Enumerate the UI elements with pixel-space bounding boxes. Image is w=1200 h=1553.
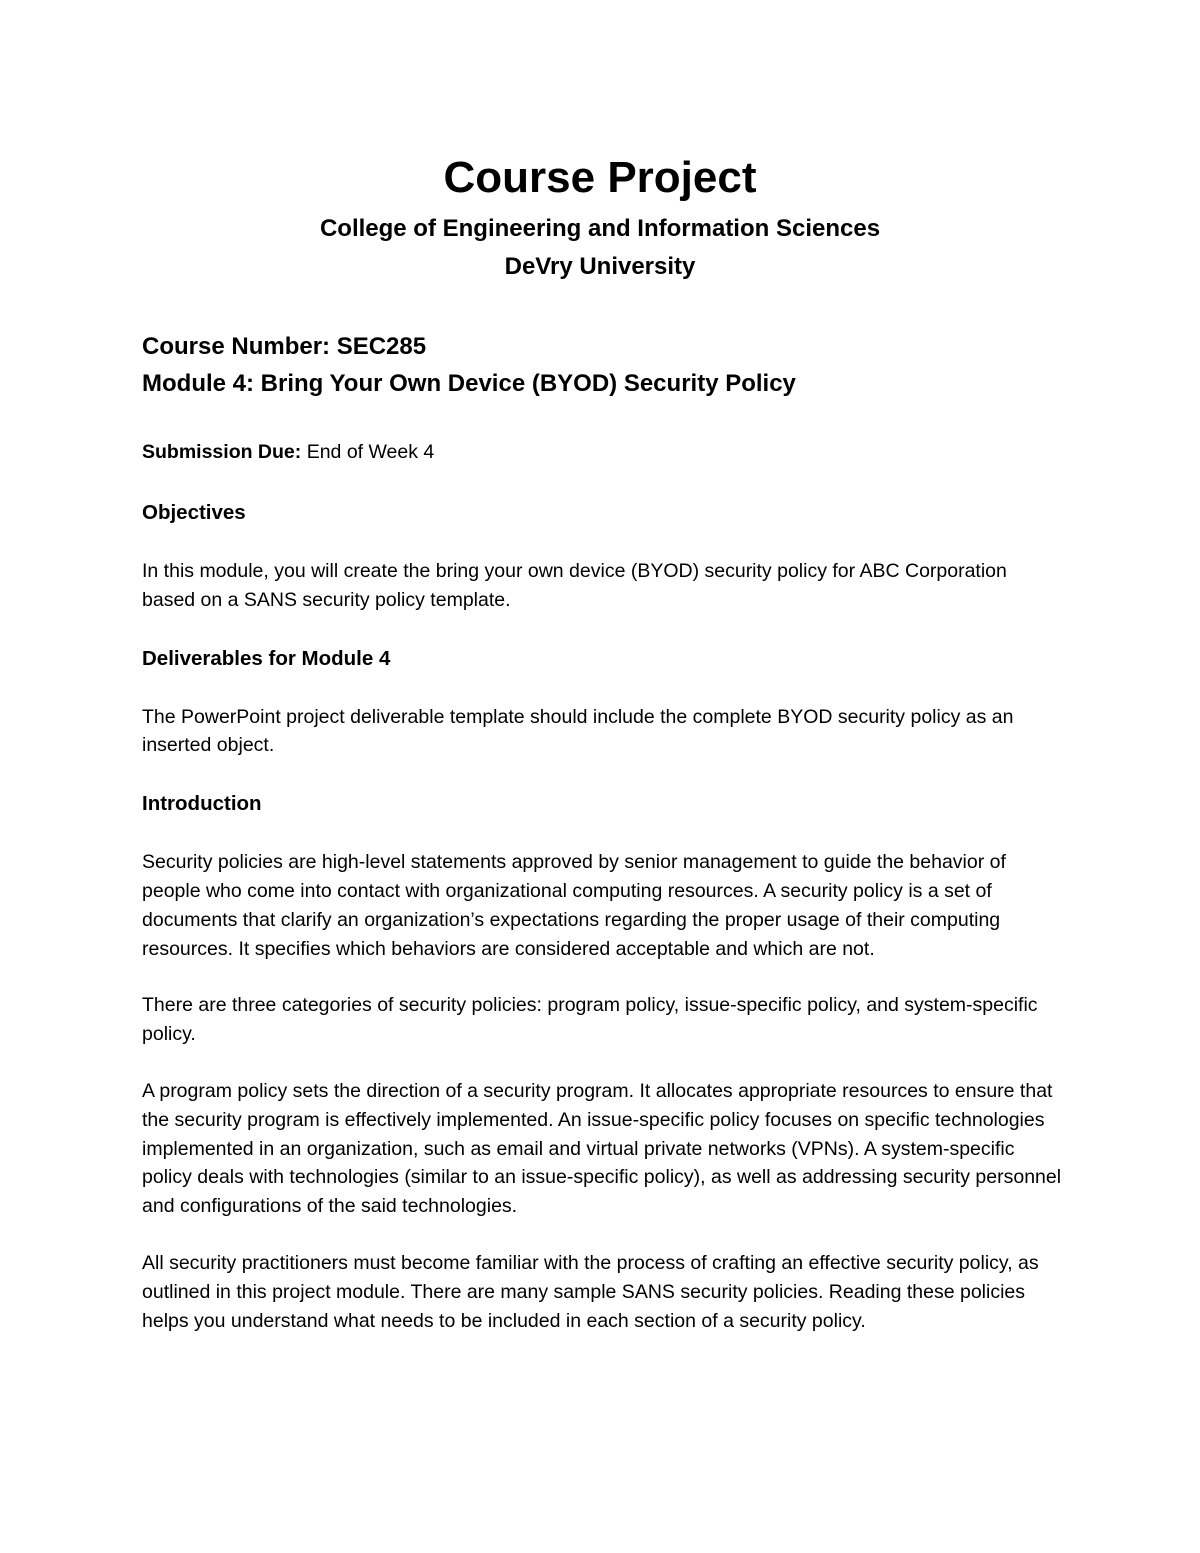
university-name: DeVry University: [504, 253, 696, 280]
page-title: Course Project: [443, 153, 757, 202]
module-title: Module 4: Bring Your Own Device (BYOD) Security Policy: [142, 370, 796, 397]
intro-paragraph-4: All security practitioners must become familiar with the process of crafting an effective security policy, as outlined in this project module. There are many sample SANS security policies. Reading these policies helps you understand what needs to be included in each section of a security policy.: [142, 1251, 1039, 1332]
course-number: Course Number: SEC285: [142, 333, 427, 360]
deliverables-heading: Deliverables for Module 4: [142, 646, 391, 670]
objectives-paragraph: In this module, you will create the bring your own device (BYOD) security policy for ABC Corporation based on a SANS security policy template.: [142, 560, 1007, 611]
intro-paragraph-3: A program policy sets the direction of a security program. It allocates appropriate resources to ensure that the security program is effectively implemented. An issue-specific policy focuses on specific technologies implemented in an organization, such as email and virtual private networks (VPNs). A system-specific policy deals with technologies (similar to an issue-specific policy), as well as addressing security personnel and configurations of the said technologies.: [142, 1079, 1062, 1218]
submission-due-label: Submission Due:: [142, 441, 302, 463]
objectives-heading: Objectives: [142, 501, 246, 524]
intro-paragraph-2: There are three categories of security policies: program policy, issue-specific policy, and system-specific policy.: [142, 994, 1038, 1046]
introduction-heading: Introduction: [142, 792, 262, 816]
deliverables-paragraph: The PowerPoint project deliverable template should include the complete BYOD security policy as an inserted object.: [142, 705, 1014, 757]
intro-paragraph-1: Security policies are high-level statements approved by senior management to guide the behavior of people who come into contact with organizational computing resources. A security policy is a set of documents that clarify an organization’s expectations regarding the proper usage of their computing resources. It specifies which behaviors are considered acceptable and which are not.: [142, 851, 1006, 960]
college-name: College of Engineering and Information Sciences: [319, 215, 881, 242]
submission-due-value: End of Week 4: [301, 441, 435, 463]
submission-due: [142, 438, 1062, 466]
document-body: [142, 328, 1062, 1335]
